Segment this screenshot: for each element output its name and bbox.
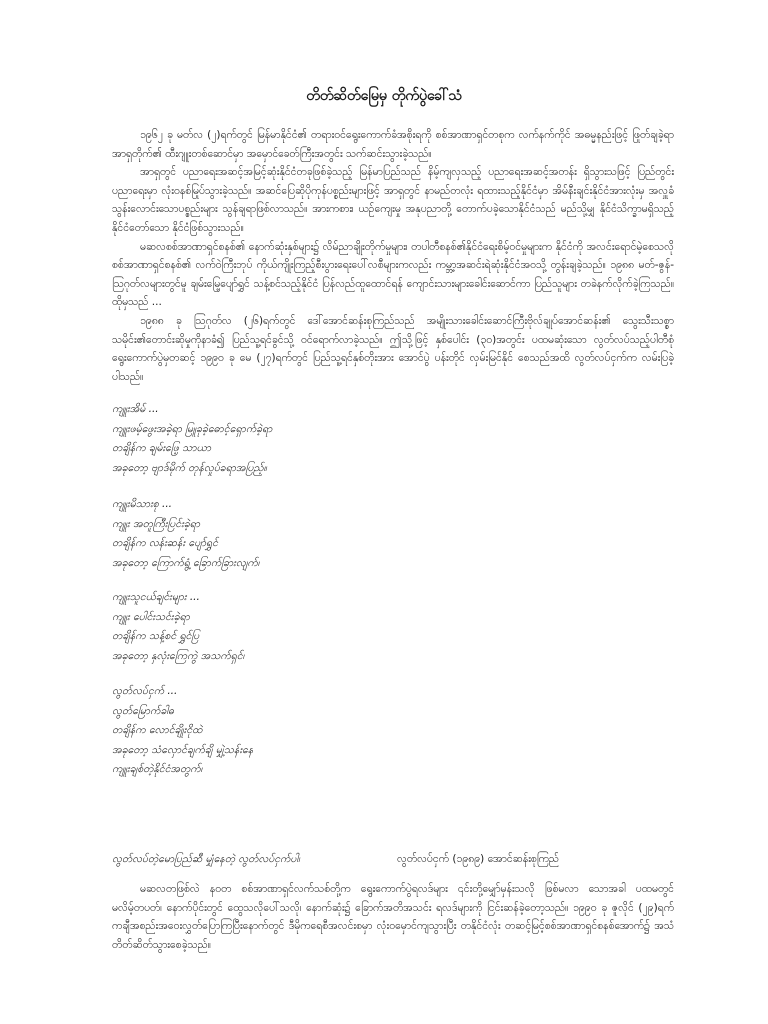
paragraph-text: ၁၉၈၈ ခု ဩဂုတ်လ (၂၆)ရက်တွင် ဒေါ်အောင်ဆန်းစုကြည်သည် အမျိုးသားခေါင်းဆောင်ကြီးဗိုလ်ချုပ်အောင်ဆန်း၏ သွေးသီးသစ္စာ သမိုင်း၏တောင်းဆိုမှုကိုနာခံ၍ ပြည်သူ့ရင်ခွင်သို့ ဝင်ရောက်လာခဲ့သည်။ ဤသို့ဖြင့် နှစ်ပေါင်း (၃၀)အတွင်း ပထမဆုံးသော လွတ်လပ်သည့်ပါတီစုံရွေးကောက်ပွဲမှတဆင့် ၁၉၉၀ ခု မေ (၂၇)ရက်တွင် ပြည်သူ့ရင်နှစ်တိုးအား အောင်ပွဲ ပန်းတိုင် လှမ်းမြင်နိုင် စေသည်အထိ လွတ်လပ်ငှက်က လမ်းပြခဲ့ပါသည်။ <box>112 314 674 383</box>
closing-section <box>112 880 674 954</box>
poem-line: ကျူး ပေါင်းသင်းခဲ့ရာ <box>112 610 190 623</box>
poem-line: တချိန်က ချမ်းဖြေ့ သာယာ <box>112 442 212 455</box>
document-title: တိတ်ဆိတ်မြေမှ တိုက်ပွဲခေါ်သံ <box>306 88 462 104</box>
poem-stanza <box>112 682 632 780</box>
credit-quote: လွတ်လပ်တဲ့မောပြည်ဆီ မျှံနေတဲ့ လွတ်လပ်ငှက်ပါ၊ <box>112 853 300 865</box>
poem-line: ကျူးမိသားစု ... <box>112 498 173 510</box>
credit-author: လွတ်လပ်ငှက် (၁၉၈၉) အောင်ဆန်းစုကြည် <box>397 853 560 865</box>
poem-line: လွတ်မြောက်ခါဓ <box>112 704 174 717</box>
poem-line: ကျူးဖမ့်ဖွေးအခဲ့ရာ မြူခုခဲ့ဓောင့်ရှောက်ခဲ့ရာ <box>112 422 273 435</box>
poem-line: တချိန်က လောင်ချိုးငိုထဲ <box>112 724 203 737</box>
intro-section <box>112 126 674 386</box>
poem-line: အခုတော့ ဗျာဒ်မိုက် တုန်လှုပ်ခရာအပြည့်။ <box>112 461 267 474</box>
paragraph <box>112 312 674 386</box>
paragraph-text: ၁၉၆၂ ခု မတ်လ (၂)ရက်တွင် မြန်မာနိုင်ငံ၏ တရားဝင်ရွေးကောက်ခံအစိုးရကို စစ်အာဏာရှင်တစုက လက်နက်ကိုင် အဓမ္မနည်းဖြင့် ဖြုတ်ချခဲ့ရာ အာရှတိုက်၏ ထီးဂျူးတစ်ဆောင်မှာ အမှောင်ခေတ်ကြီးအတွင်း သက်ဆင်းသွားခဲ့သည်။ <box>112 129 674 160</box>
poem-line: ကျူးသူငယ်ချင်းများ ... <box>112 591 200 603</box>
paragraph <box>112 163 674 237</box>
paragraph <box>112 238 674 312</box>
poem-line: အခုတော့ နှလုံးကြေကွဲ အသက်ရှင်၊ <box>112 649 245 662</box>
poem-line: တချိန်က သန့်စင် ရွှင်ပြ <box>112 630 200 643</box>
paragraph <box>112 126 674 163</box>
poem-line: လွတ်လပ်ငှက် ... <box>112 685 178 697</box>
poem-line: အခုတော့ သံလှောင်ချက်ချိ မျှဲ့သန်းနေ <box>112 743 254 756</box>
paragraph-text: မဆလတဖြစ်လဲ နဝတ စစ်အာဏာရှင်လက်သစ်တို့က ရွေးကောက်ပွဲရလဒ်များ ၎င်းတို့မျှော်မှန်းသလို ဖြစ်မလာ သောအခါ ပထမတွင် မလိမ့်တပတ်၊ နောက်ပိုင်းတွင် ထွေသလိုပေါ်သလို၊ နောက်ဆုံး၌ ခြောက်အတိအသင်း ရလဒ်များကို ငြင်းဆန်ခဲ့တော့သည်။ ၁၉၉၀ ခု ဇူလိုင် (၂၉)ရက် ကချီအစည်းအဝေးလွှတ်ပြောကြပြီးနောက်တွင် ဒီမိုကရေစီအလင်းစမှာ လုံးဝမှောင်ကျသွားပြီး တနိုင်ငံလုံး တဆင့်မြင့်စစ်အာဏာရှင်စနစ်အောက်၌ အသံတိတ်ဆိတ်သွားစေခဲ့သည်။ <box>112 883 674 951</box>
poem-line: တချိန်က လန်းဆန်း ပျော်ရွှင် <box>112 537 218 550</box>
poem-line: ကျူးအိမ် ... <box>112 403 159 415</box>
poem-line: ကျူး အတူကြီးပြင်းခဲ့ရာ <box>112 517 201 530</box>
poem-stanza <box>112 400 632 478</box>
paragraph <box>112 880 674 954</box>
poem-line: အခုတော့ ကြောက်ရွံ့ ခြောက်ခြားလျက်၊ <box>112 556 260 569</box>
paragraph-text: မဆလစစ်အာဏာရှင်စနစ်၏ နောက်ဆုံးနှစ်များ၌ လိမ်ညာချိုးတိုက်မှုများ၊ တပါတီစနစ်၏နိုင်ငံရေးစိမ့်ဝင်မှုများက နိုင်ငံကို အလင်းရောင်မဲ့စေသလို စစ်အာဏာရှင်စနစ်၏ လက်ဝဲကြီးဘုပ် ကိုယ်ကျိုးကြည့်စီးပွားရေးပေါ်လစီများကလည်း ကမ္ဘာ့အဆင်းရဲဆုံးနိုင်ငံအဝသို့ တွန်းချခဲ့သည်။ ၁၉၈၈ မတ်-ဇွန်-ဩဂုတ်လများတွင်မူ ချမ်းမြေ့ပျော်ရွှင် သန့်စင်သည့်နိုင်ငံ ပြန်လည်ထူထောင်ရန် ကျောင်းသားများခေါင်းဆောင်ကာ ပြည်သူများ တခဲနက်လိုက်ခဲ့ကြသည်။ ထိုမှသည် ... <box>112 240 674 309</box>
poem-stanza <box>112 495 632 573</box>
poem-stanza <box>112 588 632 666</box>
poem-line: ကျူးချစ်တဲ့နိုင်ငံအတွက်၊ <box>112 763 203 776</box>
paragraph-text: အာရှတွင် ပညာရေးအဆင့်အမြင့်ဆုံးနိုင်ငံတခုဖြစ်ခဲ့သည့် မြန်မာပြည်သည် နိမ့်ကျလှသည့် ပညာရေးအဆင့်အတန်း ရှိသွားသဖြင့် ပြည်တွင်းပညာရေးမှာ လုံးဝနစ်မြုပ်သွားခဲ့သည်။ အဆင်ပြေဆိုပိုကုန်ပစ္စည်းများဖြင့် အာရှတွင် နာမည်တလုံး ရထားသည့်နိုင်ငံမှာ အိမ်နီးချင်းနိုင်ငံအားလုံးမှ အလှူခံသွန်းလောင်းသောပစ္စည်းများ သွန်ချရာဖြစ်လာသည်။ အားကစား၊ ယဉ်ကျေးမှု အနုပညာတို့ တောက်ပခဲ့သောနိုင်ငံသည် မည်သို့မျှ နိုင်ငံသိက္ခာမရှိသည့်နိုင်ငံတော်သော နိုင်ငံဖြစ်သွားသည်။ <box>112 166 674 234</box>
